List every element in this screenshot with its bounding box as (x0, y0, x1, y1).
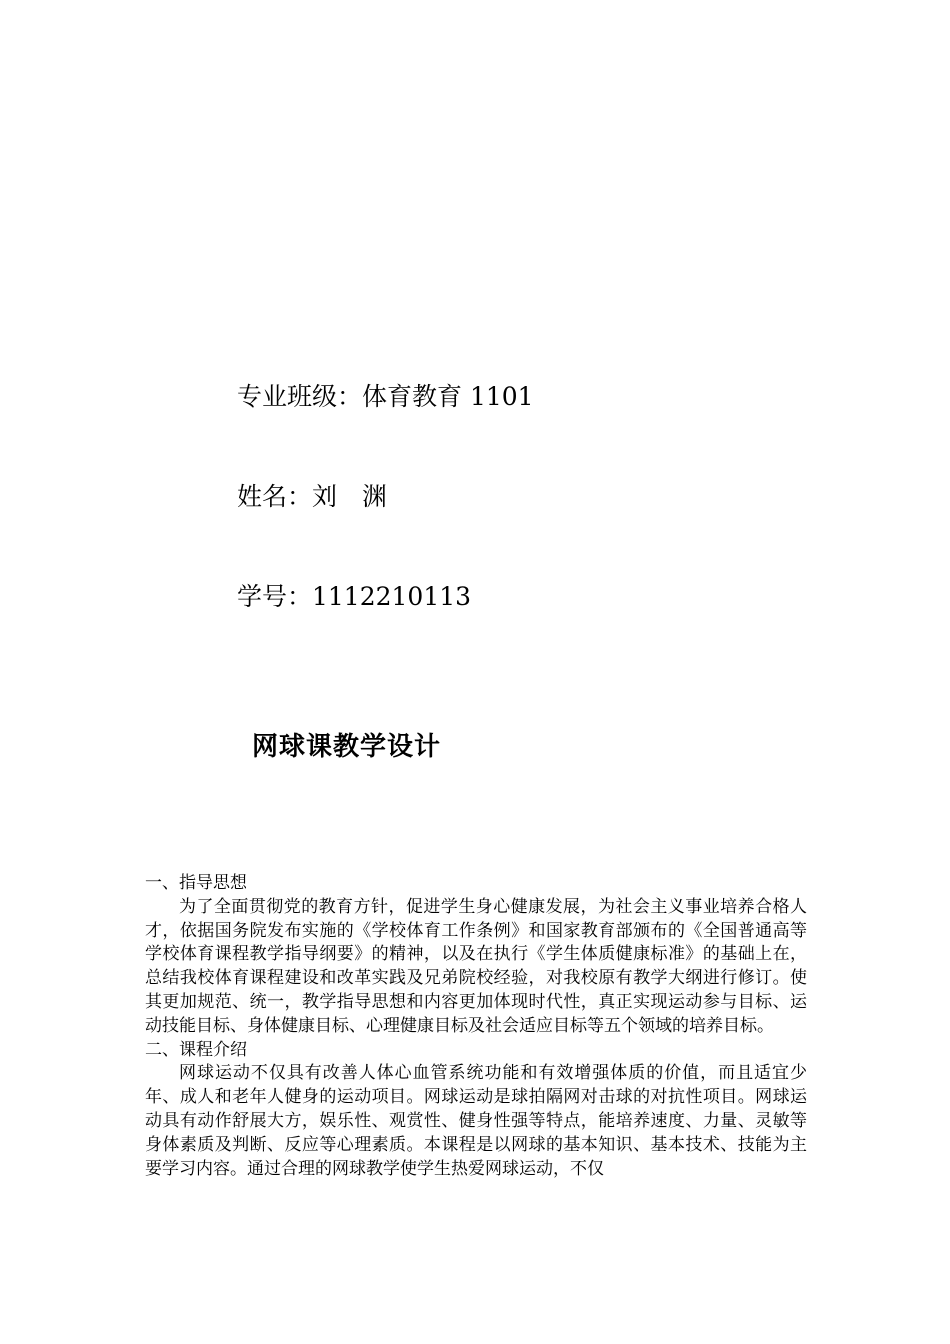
paragraph-guiding-thought: 为了全面贯彻党的教育方针，促进学生身心健康发展，为社会主义事业培养合格人才，依据国务院发布实施的《学校体育工作条例》和国家教育部颁布的《全国普通高等学校体育课程教学指导纲要》的精神，以及在执行《学生体质健康标准》的基础上在，总结我校体育课程建设和改革实践及兄弟院校经验，对我校原有教学大纲进行修订。使其更加规范、统一，教学指导思想和内容更加体现时代性，真正实现运动参与目标、运动技能目标、身体健康目标、心理健康目标及社会适应目标等五个领域的培养目标。 (145, 896, 807, 1036)
student-id-line: 学号：1112210113 (237, 582, 472, 611)
paragraph-course-intro: 网球运动不仅具有改善人体心血管系统功能和有效增强体质的价值，而且适宜少年、成人和老年人健身的运动项目。网球运动是球拍隔网对击球的对抗性项目。网球运动具有动作舒展大方，娱乐性、观赏性、健身性强等特点，能培养速度、力量、灵敏等身体素质及判断、反应等心理素质。本课程是以网球的基本知识、基本技术、技能为主要学习内容。通过合理的网球教学使学生热爱网球运动，不仅 (145, 1063, 807, 1179)
section-heading-course-intro: 二、课程介绍 (145, 1039, 247, 1060)
student-name-line: 姓名：刘 渊 (237, 482, 388, 511)
class-info-line: 专业班级：体育教育 1101 (237, 382, 534, 411)
document-title: 网球课教学设计 (252, 732, 442, 762)
document-body (145, 872, 807, 1181)
section-heading-guiding-thought: 一、指导思想 (145, 873, 247, 893)
